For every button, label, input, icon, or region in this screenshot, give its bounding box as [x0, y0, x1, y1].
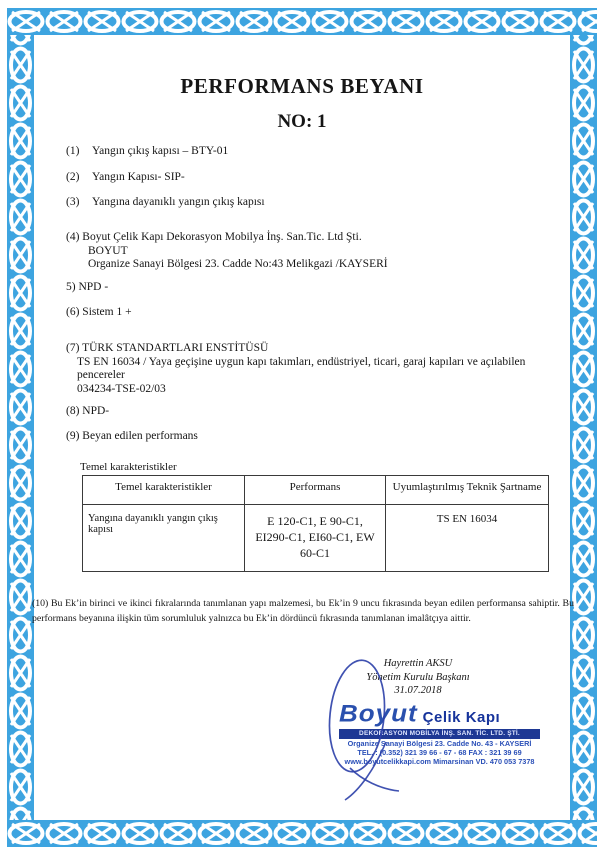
decorative-border-right — [570, 8, 597, 847]
clause-10-paragraph: (10) Bu Ek’in birinci ve ikinci fıkralarında tanımlanan yapı malzemesi, bu Ek’in 9 uncu fıkrasında beyan edilen performansa sahiptir. Bu performans beyanına ilişkin tüm sorumluluk yalnızca bu Ek’in dördüncü fıkrasında tanımlanan imalâtçıya aittir. — [32, 598, 574, 624]
stamp-brand-logo: Boyut — [339, 699, 418, 727]
clause-1-text: Yangın çıkış kapısı – BTY-01 — [92, 145, 229, 157]
clause-8-number: (8) — [66, 405, 80, 417]
header-characteristics: Temel karakteristikler — [83, 476, 245, 505]
clause-7-line4: 034234-TSE-02/03 — [77, 382, 166, 395]
stamp-web: www.boyutcelikkapi.com Mimarsinan VD. 470 053 7378 — [344, 757, 535, 766]
cell-characteristic: Yangına dayanıklı yangın çıkış kapısı — [83, 505, 245, 572]
clause-8 — [66, 405, 109, 419]
stamp-brand-suffix: Çelik Kapı — [422, 709, 501, 726]
clause-4-text: Boyut Çelik Kapı Dekorasyon Mobilya İnş. San.Tic. Ltd Şti. — [82, 231, 362, 243]
clause-7-number: (7) — [66, 342, 80, 354]
handwritten-signature — [320, 650, 440, 810]
clause-4-line3: Organize Sanayi Bölgesi 23. Cadde No:43 Melikgazi /KAYSERİ — [88, 258, 388, 270]
clause-7-line3: pencereler — [77, 369, 125, 381]
clause-1-number: (1) — [66, 145, 80, 157]
clause-4-number: (4) — [66, 231, 80, 243]
stamp-address: Organize Sanayi Bölgesi 23. Cadde No. 43 - KAYSERİ — [347, 739, 532, 748]
table-header-row — [83, 476, 549, 505]
clause-7-text: TÜRK STANDARTLARI ENSTİTÜSÜ — [82, 342, 269, 354]
clause-3 — [66, 196, 265, 210]
decorative-border-bottom — [7, 820, 597, 847]
table-caption: Temel karakteristikler — [80, 461, 177, 473]
header-technical-spec: Uyumlaştırılmış Teknik Şartname — [386, 476, 549, 505]
stamp-phone: TEL. : (0.352) 321 39 66 - 67 - 68 FAX : 321 39 69 — [357, 748, 522, 757]
clause-7 — [66, 342, 525, 396]
decorative-border-top — [7, 8, 597, 35]
cell-technical-spec: TS EN 16034 — [386, 505, 549, 572]
header-performance: Performans — [245, 476, 386, 505]
clause-4-line2: BOYUT — [88, 244, 128, 257]
clause-1 — [66, 145, 228, 159]
clause-2-text: Yangın Kapısı- SIP- — [92, 171, 185, 183]
clause-9-number: (9) — [66, 430, 80, 442]
performance-table — [82, 475, 549, 572]
document-title: PERFORMANS BEYANI — [180, 74, 424, 98]
clause-7-line2: TS EN 16034 / Yaya geçişine uygun kapı takımları, endüstriyel, ticari, garaj kapıları ve açılabilen — [77, 355, 526, 368]
signatory-name: Hayrettin AKSU — [383, 658, 453, 669]
clause-5-text: NPD - — [78, 281, 109, 293]
clause-3-number: (3) — [66, 196, 80, 208]
cell-performance: E 120-C1, E 90-C1, EI290-C1, EI60-C1, EW 60-C1 — [245, 505, 386, 572]
clause-4 — [66, 231, 388, 272]
clause-3-text: Yangına dayanıklı yangın çıkış kapısı — [92, 196, 265, 208]
clause-5-number: 5) — [66, 281, 76, 293]
signatory-title: Yönetim Kurulu Başkanı — [366, 671, 470, 683]
document-number: NO: 1 — [277, 111, 327, 132]
clause-2 — [66, 171, 185, 185]
stamp-company-line: DEKORASYON MOBİLYA İNŞ. SAN. TİC. LTD. ŞTİ. — [339, 729, 540, 739]
clause-9 — [66, 430, 198, 444]
clause-9-text: Beyan edilen performans — [82, 430, 198, 442]
table-row — [83, 505, 549, 572]
signature-date: 31.07.2018 — [394, 685, 442, 696]
clause-5 — [66, 281, 108, 295]
clause-8-text: NPD- — [82, 405, 110, 417]
decorative-border-left — [7, 8, 34, 847]
clause-6-number: (6) — [66, 306, 80, 318]
clause-6 — [66, 306, 132, 320]
clause-2-number: (2) — [66, 171, 80, 183]
clause-6-text: Sistem 1 + — [82, 306, 132, 318]
